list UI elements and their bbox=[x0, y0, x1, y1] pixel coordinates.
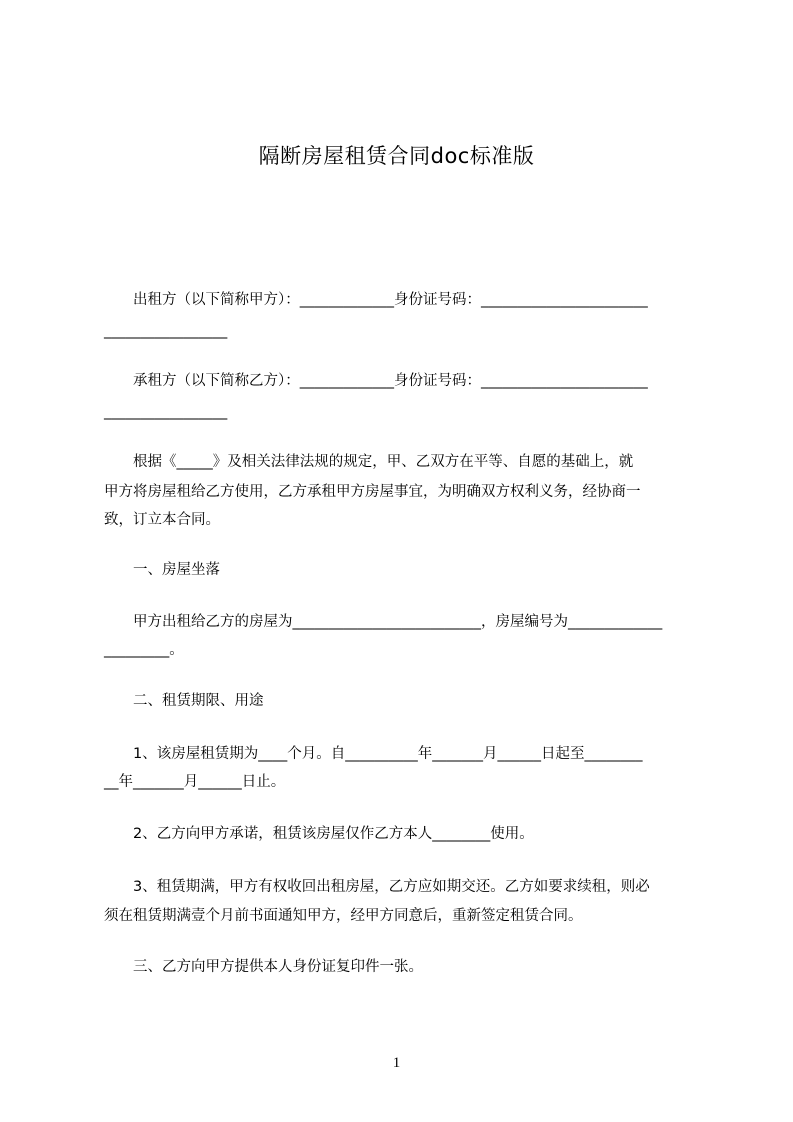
clause-2-3: 3、租赁期满，甲方有权收回出租房屋，乙方应如期交还。乙方如要求续租，则必 bbox=[104, 879, 650, 895]
section-1-text: 甲方出租给乙方的房屋为__________________________，房屋编号为_____________ bbox=[104, 614, 663, 630]
section-3-heading: 三、乙方向甲方提供本人身份证复印件一张。 bbox=[104, 959, 423, 975]
clause-2-3-continued: 须在租赁期满壹个月前书面通知甲方，经甲方同意后，重新签定租赁合同。 bbox=[104, 908, 583, 924]
lessee-line-continued: _________________ bbox=[104, 404, 228, 420]
page-number: 1 bbox=[392, 1055, 401, 1071]
lessor-line: 出租方（以下简称甲方）：_____________身份证号码：_______________________ bbox=[104, 292, 648, 308]
clause-2-1-continued: __年_______月______日止。 bbox=[104, 774, 286, 790]
section-1-heading: 一、房屋坐落 bbox=[104, 562, 220, 578]
clause-2-1: 1、该房屋租赁期为____个月。自__________年_______月______日起至________ bbox=[104, 746, 643, 762]
preamble-line-1: 根据《_____》及相关法律法规的规定，甲、乙双方在平等、自愿的基础上，就 bbox=[104, 454, 634, 470]
preamble-line-2: 甲方将房屋租给乙方使用，乙方承租甲方房屋事宜，为明确双方权利义务，经协商一 bbox=[104, 484, 641, 500]
lessee-line: 承租方（以下简称乙方）：_____________身份证号码：_______________________ bbox=[104, 373, 648, 389]
section-2-heading: 二、租赁期限、用途 bbox=[104, 693, 264, 709]
section-1-text-continued: _________。 bbox=[104, 642, 184, 658]
clause-2-2: 2、乙方向甲方承诺，租赁该房屋仅作乙方本人________使用。 bbox=[104, 826, 534, 842]
lessor-line-continued: _________________ bbox=[104, 323, 228, 339]
preamble-line-3: 致，订立本合同。 bbox=[104, 512, 220, 528]
document-title: 隔断房屋租赁合同doc标准版 bbox=[258, 144, 535, 168]
